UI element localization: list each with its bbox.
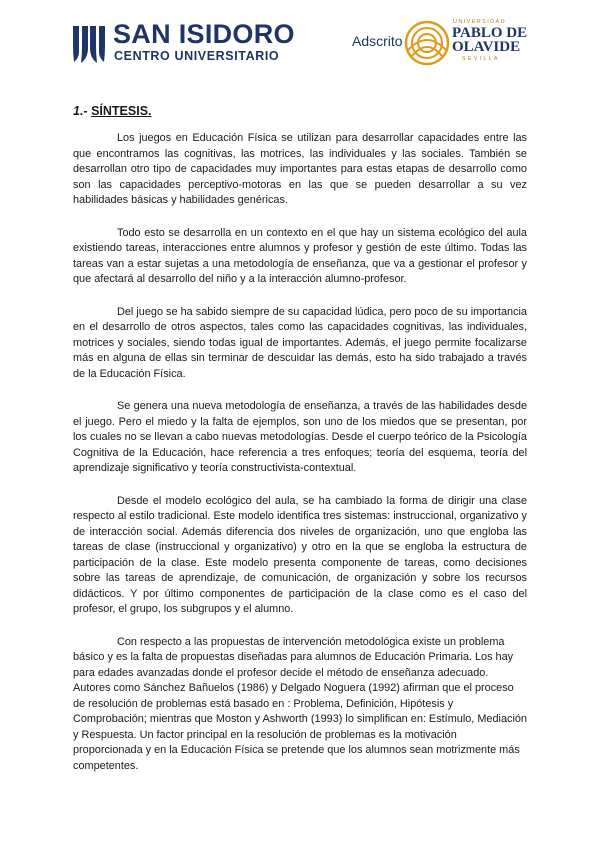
paragraph-6: Con respecto a las propuestas de intervención metodológica existe un problema básico y es la falta de propuestas diseñadas para alumnos de Educación Primaria. Los hay para edades avanzadas donde el profesor decide el método de enseñanza adecuado. Autores como Sánchez Bañuelos (1986) y Delgado Noguera (1992) afirman que el proceso de resolución de problemas está basado en : Problema, Definición, Hipótesis y Comprobación; mientras que Moston y Ashworth (1993) lo simplifican en: Estímulo, Mediación y Respuesta. Un factor principal en la resolución de problemas es la motivación proporcionada y en la Educación Física se pretende que los alumnos sean motrizmente más competentes. [73,635,527,772]
upo-name-line2: OLAVIDE [452,39,521,55]
paragraph-2: Todo esto se desarrolla en un contexto en el que hay un sistema ecológico del aula existiendo tareas, interacciones entre alumnos y profesor y gestión de este último. Todas las tareas van a estar sujetas a una metodología de enseñanza, que va a gestionar el profesor y que afectará al desarrollo del niño y a la interacción alumno-profesor. [73,226,527,285]
upo-university-label: UNIVERSIDAD [453,19,506,25]
section-title-text: SÍNTESIS. [91,104,152,118]
upo-name-line1: PABLO DE [452,25,528,41]
section-number: 1.- [73,104,88,118]
paragraph-5: Desde el modelo ecológico del aula, se ha cambiado la forma de dirigir una clase respecto al estilo tradicional. Este modelo identifica tres sistemas: instruccional, organizativo y de interacción social. Además diferencia dos niveles de organización, uno que engloba las tareas de clase (instruccional y organizativo) y otro en la que se engloba la estructura de participación de la clase. Este modelo presenta componente de tareas, como decisiones sobre las tareas de aprendizaje, de comunicación, de organización y sobre los recursos didácticos. Y por último componentes de participación de la clase como es el caso del profesor, el grupo, los subgrupos y el alumno. [73,494,527,615]
upo-city-label: SEVILLA [462,56,500,62]
section-title [73,103,152,119]
upo-sun-logo-icon [404,20,450,66]
paragraph-1: Los juegos en Educación Física se utilizan para desarrollar capacidades entre las que encontramos las cognitivas, las motrices, las individuales y las sociales. También se desarrollan otro tipo de capacidades muy importantes para estas etapas de desarrollo como son las capacidades perceptivo-motoras en las que se pueden desarrollar a su vez habilidades básicas y habilidades genéricas. [73,132,527,206]
document-body [73,131,527,791]
page-header [0,0,600,90]
san-isidoro-logo-icon [71,24,107,64]
paragraph-4: Se genera una nueva metodología de enseñanza, a través de las habilidades desde el juego. Pero el miedo y la falta de ejemplos, son uno de los miedos que se presentan, por los cuales no se llevan a cabo nuevas metodologías. Desde el cuerpo teórico de la Psicología Cognitiva de la Educación, hace referencia a tres enfoques; teoría del esquema, teoría del aprendizaje significativo y teoría constructivista-contextual. [73,400,527,474]
upo-name [452,26,532,54]
adscrito-label: Adscrito [352,33,403,49]
brand-subtitle: CENTRO UNIVERSITARIO [114,49,280,63]
paragraph-3: Del juego se ha sabido siempre de su capacidad lúdica, pero poco de su importancia en el desarrollo de otros aspectos, tales como las capacidades cognitivas, las individuales, motrices y sociales, siendo todas igual de importantes. Además, el juego permite focalizarse más en alguna de ellas sin terminar de descuidar las demás, esto ha sido trabajado a través de la Educación Física. [73,305,527,380]
brand-name: SAN ISIDORO [113,19,295,49]
